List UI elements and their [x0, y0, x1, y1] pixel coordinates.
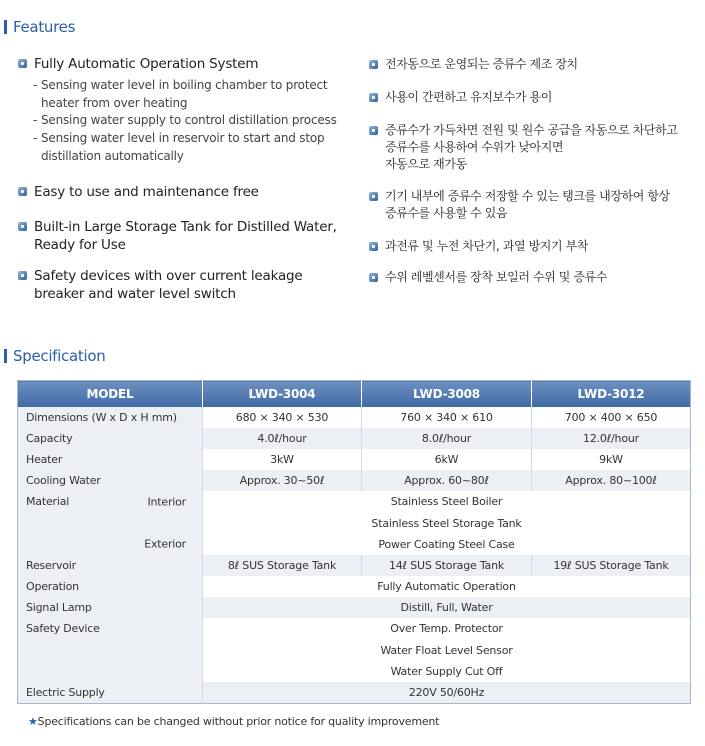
table-cell: 220V 50/60Hz [203, 682, 691, 703]
row-label [18, 640, 203, 661]
feature-en-1-sub-3: - Sensing water level in reservoir to start and stop distillation automatically [33, 130, 324, 165]
feature-en-2 [18, 183, 259, 201]
table-row [18, 407, 691, 428]
table-cell: 12.0ℓ/hour [532, 428, 691, 449]
bullet-icon [18, 59, 27, 68]
bullet-icon [18, 271, 27, 280]
bullet-icon [369, 60, 378, 69]
header-lwd-3012: LWD-3012 [532, 381, 691, 407]
line: 증류수를 사용할 수 있음 [385, 206, 508, 220]
table-row [18, 491, 691, 512]
table-cell: Power Coating Steel Case [203, 534, 691, 555]
bullet-icon [369, 273, 378, 282]
sub-line: Sensing water supply to control distillation process [41, 113, 337, 127]
table-cell: 9kW [532, 449, 691, 470]
table-cell: 4.0ℓ/hour [203, 428, 362, 449]
table-cell: Water Supply Cut Off [203, 661, 691, 682]
table-cell: Distill, Full, Water [203, 597, 691, 618]
feature-en-2-text: Easy to use and maintenance free [34, 184, 259, 200]
table-row [18, 449, 691, 470]
feature-ko-1-text: 전자동으로 운영되는 증류수 제조 장치 [385, 57, 578, 71]
row-label: Operation [18, 576, 203, 597]
line: 기기 내부에 증류수 저장할 수 있는 탱크를 내장하여 항상 [385, 189, 670, 203]
table-row [18, 555, 691, 576]
table-row [18, 512, 691, 533]
feature-ko-6 [369, 269, 607, 286]
table-cell: Over Temp. Protector [203, 618, 691, 639]
table-cell: 19ℓ SUS Storage Tank [532, 555, 691, 576]
feature-en-1 [18, 55, 258, 73]
footnote-text: Specifications can be changed without prior notice for quality improvement [37, 715, 440, 728]
feature-ko-4-text [385, 188, 670, 222]
line: 증류수가 가득차면 전원 및 원수 공급을 자동으로 차단하고 [385, 123, 678, 137]
row-label [18, 534, 203, 555]
row-label: Safety Device [18, 618, 203, 639]
table-cell: Stainless Steel Storage Tank [203, 512, 691, 533]
table-cell: Approx. 30~50ℓ [203, 470, 362, 491]
row-label [18, 661, 203, 682]
table-cell: Approx. 80~100ℓ [532, 470, 691, 491]
bullet-icon [369, 93, 378, 102]
table-cell: 680 × 340 × 530 [203, 407, 362, 428]
table-cell: 760 × 340 × 610 [362, 407, 532, 428]
line: 자동으로 재가동 [385, 157, 467, 171]
table-cell: 6kW [362, 449, 532, 470]
feature-ko-3 [369, 122, 678, 173]
table-row [18, 597, 691, 618]
row-label: Signal Lamp [18, 597, 203, 618]
feature-ko-3-text [385, 122, 678, 173]
footnote [28, 715, 439, 728]
table-header-row [18, 381, 691, 407]
feature-en-4-text [34, 267, 303, 303]
table-cell: Stainless Steel Boiler [203, 491, 691, 512]
table-cell: 700 × 400 × 650 [532, 407, 691, 428]
feature-ko-5 [369, 238, 588, 255]
spec-title [4, 347, 105, 365]
header-lwd-3008: LWD-3008 [362, 381, 532, 407]
header-model: MODEL [18, 381, 203, 407]
table-cell: 14ℓ SUS Storage Tank [362, 555, 532, 576]
table-row [18, 682, 691, 703]
table-cell: 8.0ℓ/hour [362, 428, 532, 449]
exterior-label: Exterior [144, 537, 186, 551]
line: Safety devices with over current leakage [34, 268, 303, 284]
sub-line: distillation automatically [41, 148, 184, 163]
spec-table [17, 380, 691, 704]
row-label [18, 491, 203, 512]
feature-ko-2 [369, 89, 552, 106]
feature-ko-4 [369, 188, 670, 222]
bullet-icon [18, 222, 27, 231]
row-label: Capacity [18, 428, 203, 449]
line: Built-in Large Storage Tank for Distilled Water, [34, 219, 337, 235]
table-cell: Fully Automatic Operation [203, 576, 691, 597]
bullet-icon [369, 126, 378, 135]
feature-en-3 [18, 218, 337, 254]
row-label: Dimensions (W x D x H mm) [18, 407, 203, 428]
title-bar-icon [4, 20, 7, 34]
sub-line: Sensing water level in reservoir to start and stop [41, 131, 325, 145]
feature-en-1-sub-2: - Sensing water supply to control distillation process [33, 113, 337, 127]
table-row [18, 470, 691, 491]
row-label: Reservoir [18, 555, 203, 576]
row-label: Cooling Water [18, 470, 203, 491]
table-cell: Approx. 60~80ℓ [362, 470, 532, 491]
material-label: Material [26, 495, 70, 509]
line: breaker and water level switch [34, 286, 236, 302]
sub-line: Sensing water level in boiling chamber to protect [41, 78, 328, 92]
feature-ko-2-text: 사용이 간편하고 유지보수가 용이 [385, 90, 552, 104]
line: 증류수를 사용하여 수위가 낮아지면 [385, 140, 564, 154]
title-bar-icon [4, 349, 7, 363]
interior-label: Interior [147, 495, 186, 509]
table-cell: Water Float Level Sensor [203, 640, 691, 661]
feature-ko-5-text: 과전류 및 누전 차단기, 과열 방지기 부착 [385, 239, 588, 253]
features-title-text: Features [13, 18, 76, 36]
feature-en-3-text [34, 218, 337, 254]
table-row [18, 576, 691, 597]
table-row [18, 534, 691, 555]
table-row [18, 428, 691, 449]
features-title [4, 18, 75, 36]
bullet-icon [369, 242, 378, 251]
row-label: Electric Supply [18, 682, 203, 703]
sub-line: heater from over heating [41, 95, 188, 110]
line: Ready for Use [34, 237, 126, 253]
star-icon: ★ [28, 715, 38, 728]
feature-ko-6-text: 수위 레벨센서를 장착 보일러 수위 및 증류수 [385, 270, 607, 284]
table-cell: 3kW [203, 449, 362, 470]
table-row [18, 640, 691, 661]
feature-en-4 [18, 267, 303, 303]
table-row [18, 661, 691, 682]
feature-ko-1 [369, 56, 578, 73]
row-label: Heater [18, 449, 203, 470]
feature-en-1-text: Fully Automatic Operation System [34, 56, 259, 72]
bullet-icon [369, 192, 378, 201]
header-lwd-3004: LWD-3004 [203, 381, 362, 407]
row-label [18, 512, 203, 533]
spec-title-text: Specification [13, 347, 106, 365]
feature-en-1-sub-1: - Sensing water level in boiling chamber to protect heater from over heating [33, 77, 327, 112]
table-row [18, 618, 691, 639]
table-cell: 8ℓ SUS Storage Tank [203, 555, 362, 576]
bullet-icon [18, 187, 27, 196]
